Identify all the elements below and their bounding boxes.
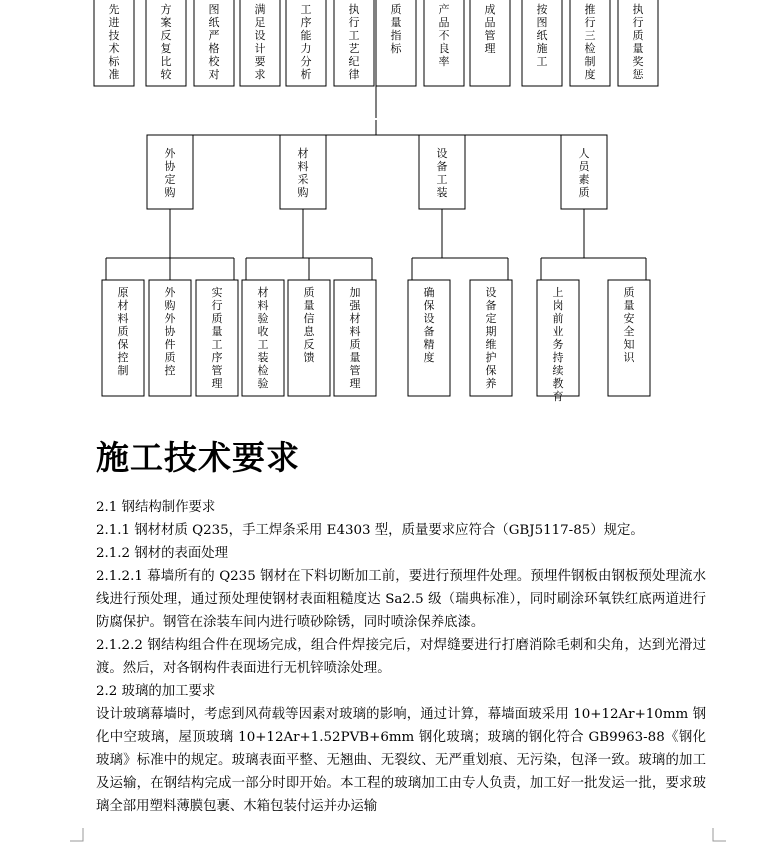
box-label: 推行三检制度 xyxy=(584,3,596,81)
bottom-row-box xyxy=(242,280,284,396)
top-row-box xyxy=(470,0,510,86)
subsection-title: 2.1.2 钢材的表面处理 xyxy=(96,546,229,561)
box-label: 图纸严格校对 xyxy=(208,3,220,81)
box-label: 加强材料质量管理 xyxy=(349,286,361,390)
quality-flowchart xyxy=(0,0,780,410)
bottom-row-box xyxy=(608,280,650,396)
box-label: 设备定期维护保养 xyxy=(485,286,497,390)
box-label: 质量信息反馈 xyxy=(303,286,315,364)
top-row-box xyxy=(240,0,280,86)
box-label: 成品管理 xyxy=(484,3,496,55)
paragraph: 设计玻璃幕墙时，考虑到风荷载等因素对玻璃的影响，通过计算，幕墙面玻采用 10+12Ar+10mm 钢化中空玻璃，屋顶玻璃 10+12Ar+1.52PVB+6mm 钢化玻璃；玻璃的钢化符合 GB9963-88《钢化玻璃》标准中的规定。玻璃表面平整、无翘曲、无裂纹、无严重划痕、无污染，包泽一致。玻璃的加工及运输，在钢结构完成一部分时即开始。本工程的玻璃加工由专人负责，加工好一批发运一批，要求玻璃全部用塑料薄膜包裹、木箱包装付运并办运输 xyxy=(96,707,706,814)
page-corner-mark-right xyxy=(712,828,726,842)
box-label: 原材料质保控制 xyxy=(117,286,129,377)
bottom-row-box xyxy=(149,280,191,396)
top-row-box xyxy=(334,0,374,86)
paragraph: 2.1.2.2 钢结构组合件在现场完成，组合件焊接完后，对焊缝要进行打磨消除毛刺和尖角，达到光滑过渡。然后，对各钢构件表面进行无机锌喷涂处理。 xyxy=(96,638,706,676)
top-row-box xyxy=(570,0,610,86)
box-label: 执行工艺纪律 xyxy=(348,3,360,81)
box-label: 满足设计要求 xyxy=(254,3,266,81)
middle-row-box xyxy=(280,135,326,209)
bottom-row-box xyxy=(102,280,144,396)
box-label: 材料采购 xyxy=(297,147,309,199)
section-heading: 施工技术要求 xyxy=(96,438,300,477)
box-label: 产品不良率 xyxy=(438,3,450,68)
top-row-box xyxy=(376,0,416,86)
bottom-row-box xyxy=(470,280,512,396)
box-label: 方案反复比较 xyxy=(160,3,172,81)
box-label: 先进技术标准 xyxy=(108,3,120,81)
paragraph: 2.1.2.1 幕墙所有的 Q235 钢材在下料切断加工前，要进行预埋件处理。预埋件钢板由钢板预处理流水线进行预处理，通过预处理使钢材表面粗糙度达 Sa2.5 级（瑞典标准），同时刷涂环氧铁红底两道进行防腐保护。钢管在涂装车间内进行喷砂除锈，同时喷涂保养底漆。 xyxy=(96,569,706,630)
bottom-row-box xyxy=(288,280,330,396)
box-label: 执行质量奖惩 xyxy=(632,3,644,81)
middle-row-box xyxy=(561,135,607,209)
box-label: 外购外协件质控 xyxy=(164,286,176,377)
box-label: 质量安全知识 xyxy=(623,286,635,364)
middle-row-box xyxy=(147,135,193,209)
box-label: 实行质量工序管理 xyxy=(211,286,223,390)
box-label: 人员素质 xyxy=(578,147,590,199)
bottom-row-box xyxy=(334,280,376,396)
top-row-box xyxy=(194,0,234,86)
box-label: 上岗前业务持续教育 xyxy=(552,286,564,403)
bottom-row-box xyxy=(537,280,579,403)
box-label: 外协定购 xyxy=(164,147,176,199)
top-row-box xyxy=(618,0,658,86)
box-label: 设备工装 xyxy=(436,147,448,199)
box-label: 工序能力分析 xyxy=(300,3,312,81)
box-label: 按图纸施工 xyxy=(536,3,548,68)
top-row-box xyxy=(146,0,186,86)
subsection-title: 2.2 玻璃的加工要求 xyxy=(96,684,216,699)
bottom-row-box xyxy=(408,280,450,396)
top-row-box xyxy=(522,0,562,86)
middle-row-box xyxy=(419,135,465,209)
paragraph: 2.1.1 钢材材质 Q235，手工焊条采用 E4303 型，质量要求应符合（GBJ5117-85）规定。 xyxy=(96,523,644,538)
top-row-box xyxy=(94,0,134,86)
top-row-box xyxy=(286,0,326,86)
top-row-box xyxy=(424,0,464,86)
box-label: 确保设备精度 xyxy=(423,286,435,364)
box-label: 质量指标 xyxy=(390,3,402,55)
document-body xyxy=(96,496,706,818)
page-corner-mark-left xyxy=(70,828,84,842)
subsection-title: 2.1 钢结构制作要求 xyxy=(96,500,216,515)
box-label: 材料验收工装检验 xyxy=(257,286,269,390)
bottom-row-box xyxy=(196,280,238,396)
